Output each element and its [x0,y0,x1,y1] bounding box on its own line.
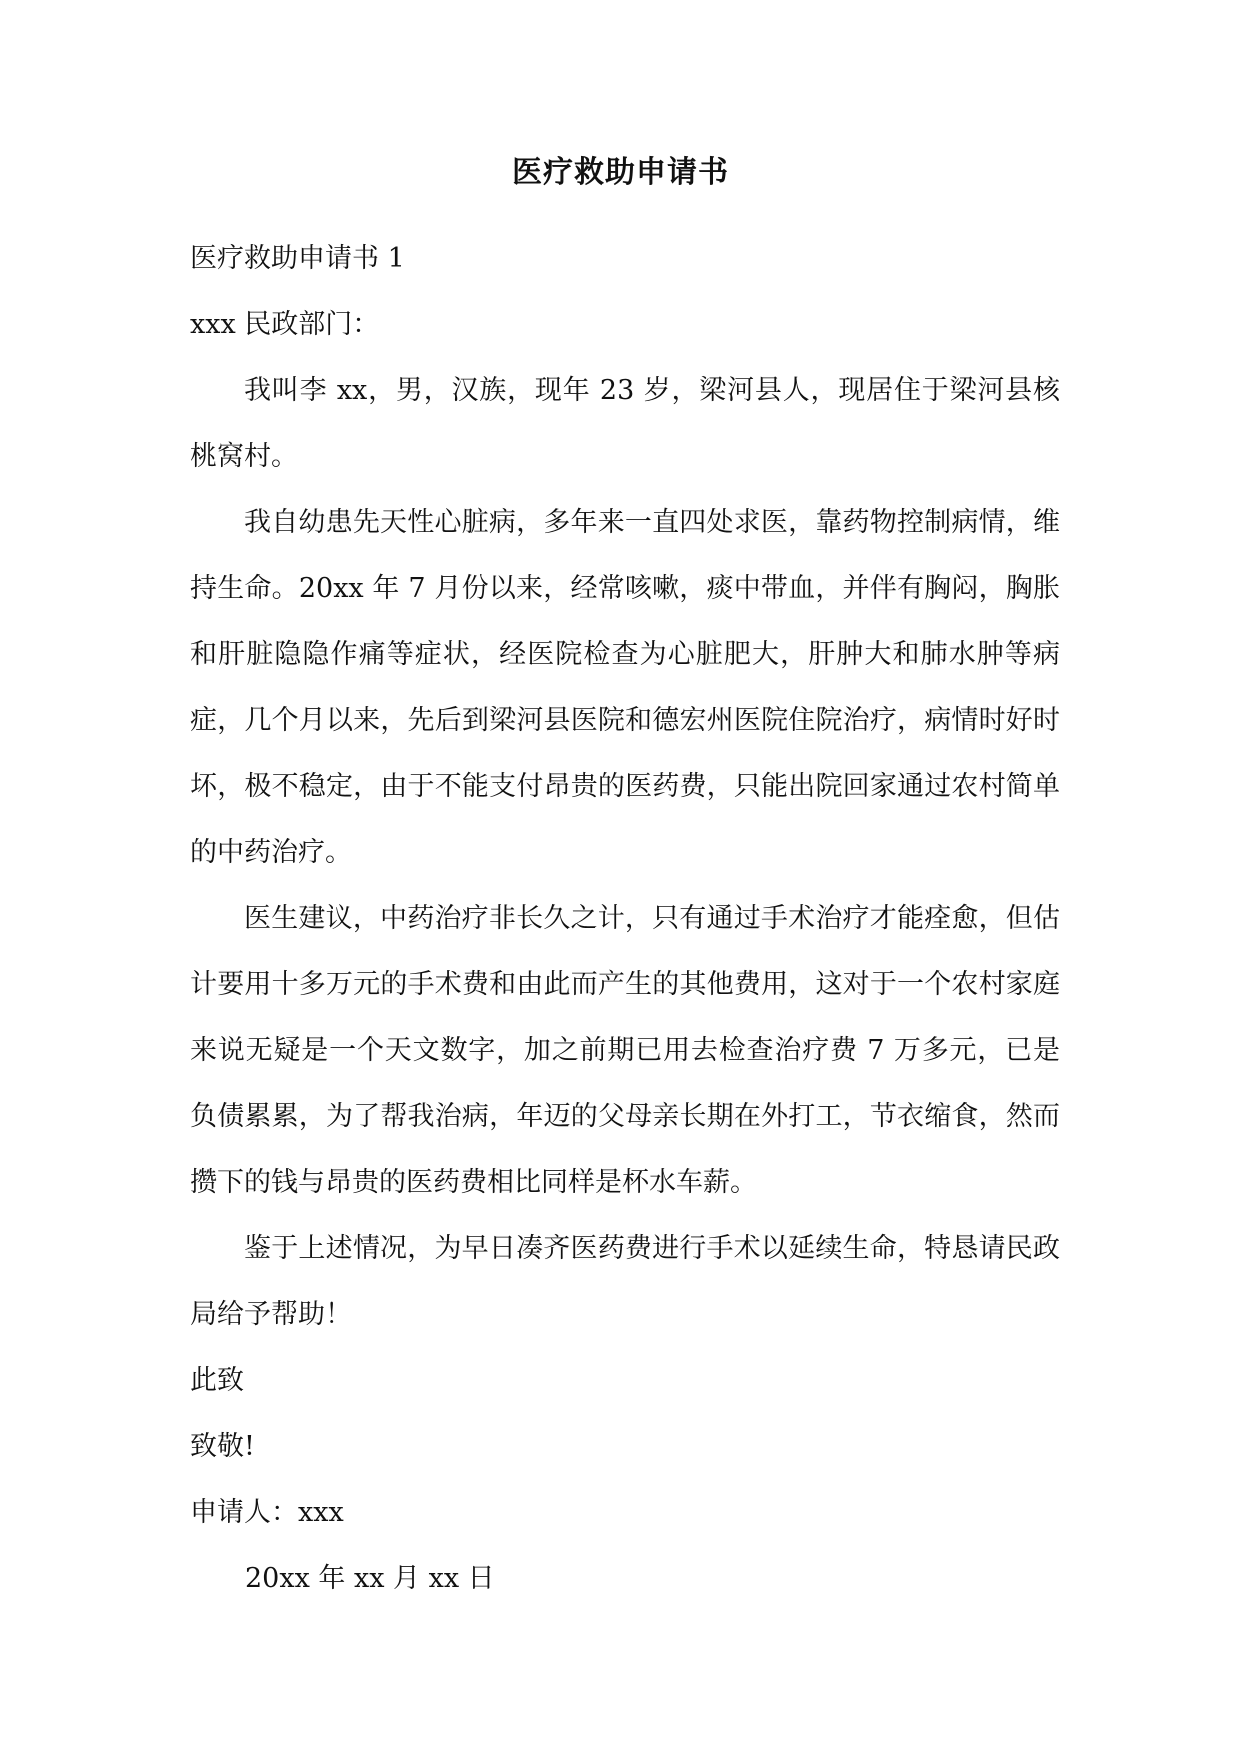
paragraph-request: 鉴于上述情况，为早日凑齐医药费进行手术以延续生命，特恳请民政局给予帮助！ [190,1233,1060,1330]
date-line: 20xx 年 xx 月 xx 日 [245,1563,495,1594]
closing-zhi-jing: 致敬! [190,1431,255,1462]
salutation: xxx 民政部门： [190,309,380,340]
document-subtitle: 医疗救助申请书 1 [190,243,405,274]
closing-ci-zhi: 此致 [190,1365,244,1396]
paragraph-treatment-cost: 医生建议，中药治疗非长久之计，只有通过手术治疗才能痊愈，但估计要用十多万元的手术费和由此而产生的其他费用，这对于一个农村家庭来说无疑是一个天文数字，加之前期已用去检查治疗费 7 万多元，已是负债累累，为了帮我治病，年迈的父母亲长期在外打工，节衣缩食，然而攒下的钱与昂贵的医药费相比同样是杯水车薪。 [190,903,1060,1198]
paragraph-intro: 我叫李 xx，男，汉族，现年 23 岁，梁河县人，现居住于梁河县核桃窝村。 [190,375,1060,472]
document-body [190,226,1060,1612]
document-title: 医疗救助申请书 [512,155,729,190]
applicant-line: 申请人：xxx [190,1497,344,1528]
paragraph-illness: 我自幼患先天性心脏病，多年来一直四处求医，靠药物控制病情，维持生命。20xx 年 7 月份以来，经常咳嗽，痰中带血，并伴有胸闷，胸胀和肝脏隐隐作痛等症状，经医院检查为心脏肥大，肝肿大和肺水肿等病症，几个月以来，先后到梁河县医院和德宏州医院住院治疗，病情时好时坏，极不稳定，由于不能支付昂贵的医药费，只能出院回家通过农村简单的中药治疗。 [190,507,1060,868]
